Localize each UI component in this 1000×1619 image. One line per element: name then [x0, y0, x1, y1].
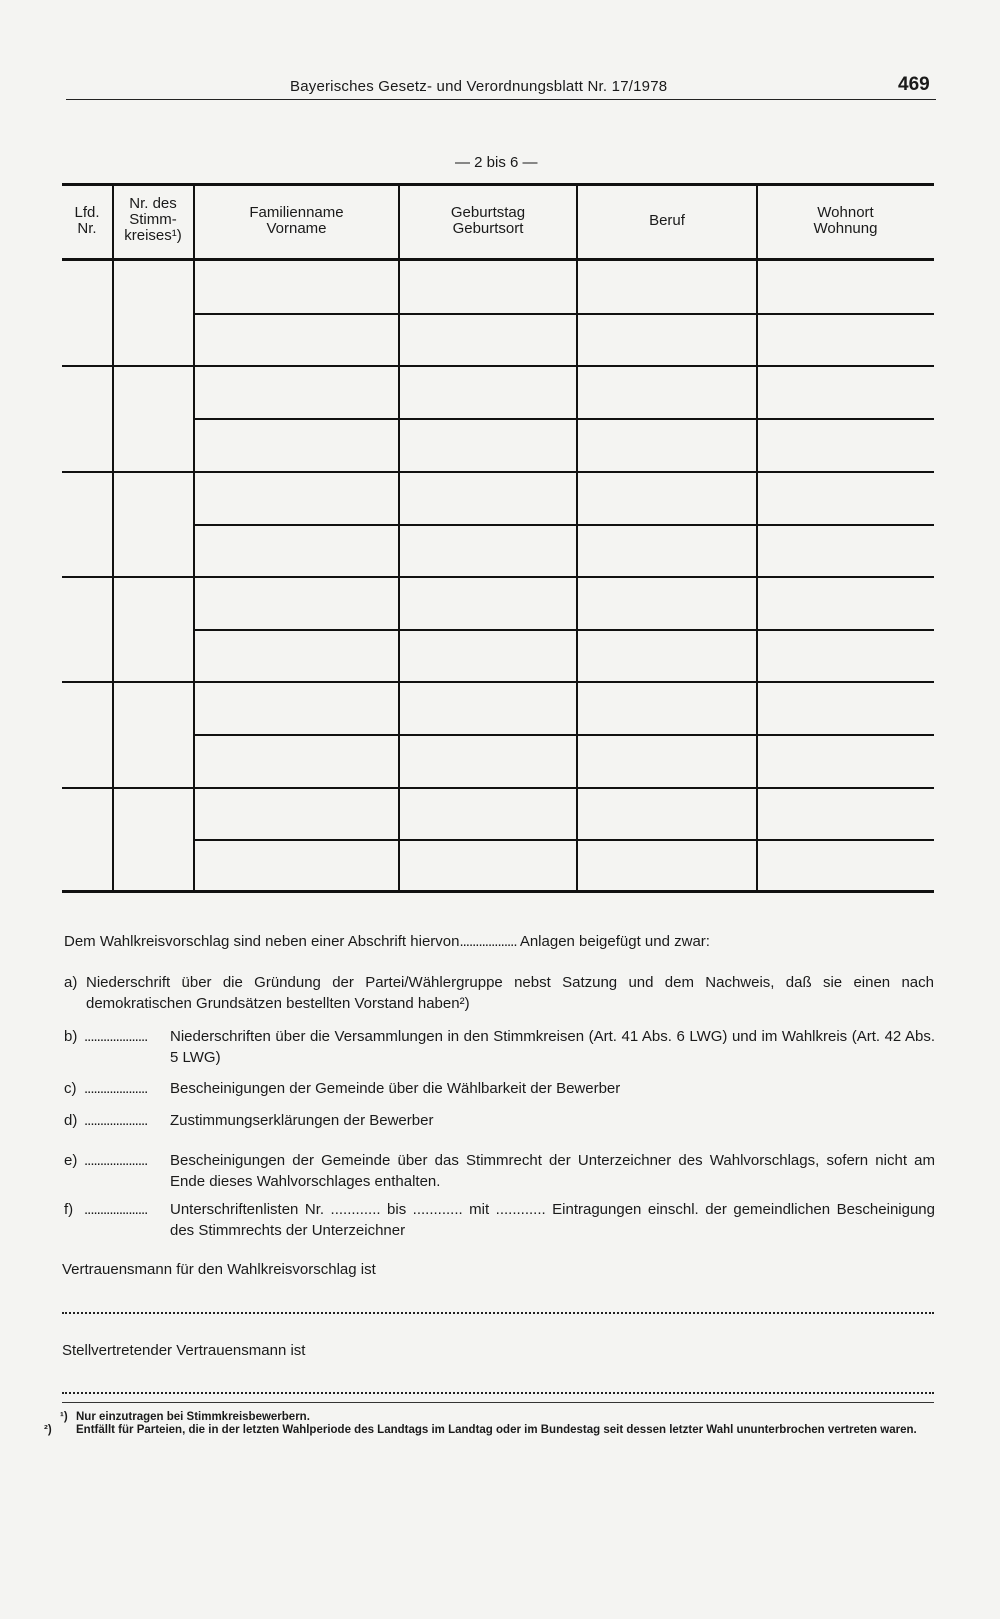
item-text: Unterschriftenlisten Nr. ............ bis ............ mit ............ Eintragungen einschl. der gemeindlichen Bescheinigung des Stimmrechts der Unterzeichner — [170, 1201, 935, 1239]
col-header-stimmkreis — [112, 196, 194, 244]
page-range-subheading: — 2 bis 6 — — [455, 154, 538, 171]
item-text: Bescheinigungen der Gemeinde über das Stimmrecht der Unterzeichner des Wahlvorschlags, sofern nicht am Ende dieses Wahlvorschlages enthalten. — [170, 1152, 935, 1190]
trustee-fill-line — [62, 1312, 934, 1314]
col-header-line: Nr. des — [129, 195, 177, 212]
column-rule — [576, 184, 578, 892]
footnote-mark: ¹) — [60, 1411, 68, 1423]
col-header-line: Wohnort — [817, 204, 874, 221]
footnote-1 — [60, 1411, 940, 1424]
footnote-rule — [62, 1402, 934, 1403]
row-split-rule — [194, 734, 934, 736]
col-header-lfd-nr — [62, 205, 112, 237]
item-count-blank: .................... — [84, 1112, 148, 1129]
col-header-line: Geburtstag — [450, 204, 526, 221]
entry-rule — [62, 681, 934, 683]
col-header-line: Beruf — [649, 212, 685, 229]
trustee-label: Vertrauensmann für den Wahlkreisvorschlag ist — [62, 1261, 376, 1278]
deputy-trustee-label: Stellvertretender Vertrauensmann ist — [62, 1342, 306, 1359]
row-split-rule — [194, 629, 934, 631]
header-rule — [66, 99, 936, 100]
entry-rule — [62, 576, 934, 578]
row-split-rule — [194, 418, 934, 420]
attachments-count-blank: .................. — [459, 933, 517, 950]
item-label: e) — [64, 1152, 78, 1169]
footnote-mark: ²) — [44, 1424, 52, 1436]
entry-rule — [62, 365, 934, 367]
item-label: c) — [64, 1080, 77, 1097]
item-label: f) — [64, 1201, 74, 1218]
column-rule — [112, 184, 114, 892]
col-header-name — [194, 205, 399, 237]
page-number: 469 — [898, 74, 930, 95]
item-text: Niederschrift über die Gründung der Partei/Wählergruppe nebst Satzung und dem Nachweis, daß sie einen nach demokratischen Grundsätzen bestellten Vorstand haben²) — [86, 974, 934, 1012]
col-header-line: Geburtsort — [452, 220, 524, 237]
item-text: Bescheinigungen der Gemeinde über die Wählbarkeit der Bewerber — [170, 1080, 621, 1097]
attachments-intro — [64, 931, 944, 952]
col-header-line: Nr. — [77, 220, 97, 237]
table-bottom-rule — [62, 890, 934, 893]
attachments-intro-text-end: Anlagen beigefügt und zwar: — [519, 933, 710, 950]
entry-rule — [62, 471, 934, 473]
col-header-line: Vorname — [266, 220, 327, 237]
col-header-line: Lfd. — [74, 204, 100, 221]
footnote-2 — [44, 1424, 940, 1437]
item-count-blank: .................... — [84, 1152, 148, 1169]
row-split-rule — [194, 839, 934, 841]
col-header-line: Familienname — [249, 204, 344, 221]
column-rule — [193, 184, 195, 892]
footnote-text: Entfällt für Parteien, die in der letzten Wahlperiode des Landtags im Landtag oder im Bundestag seit dessen letzter Wahl ununterbrochen vertreten waren. — [76, 1424, 917, 1436]
running-title: Bayerisches Gesetz- und Verordnungsblatt Nr. 17/1978 — [290, 78, 668, 95]
attachments-intro-text: Dem Wahlkreisvorschlag sind neben einer Abschrift hiervon — [64, 933, 460, 950]
col-header-line: kreises¹) — [124, 227, 182, 244]
col-header-line: Wohnung — [813, 220, 878, 237]
entry-rule — [62, 787, 934, 789]
item-label: d) — [64, 1112, 78, 1129]
deputy-trustee-fill-line — [62, 1392, 934, 1394]
item-count-blank: .................... — [84, 1080, 148, 1097]
item-count-blank: .................... — [84, 1028, 148, 1045]
item-count-blank: .................... — [84, 1201, 148, 1218]
footnote-text: Nur einzutragen bei Stimmkreisbewerbern. — [76, 1411, 310, 1423]
row-split-rule — [194, 524, 934, 526]
row-split-rule — [194, 313, 934, 315]
col-header-line: Stimm- — [129, 211, 177, 228]
item-label: b) — [64, 1028, 78, 1045]
column-rule — [398, 184, 400, 892]
item-text: Zustimmungserklärungen der Bewerber — [170, 1112, 434, 1129]
col-header-residence — [757, 205, 934, 237]
item-label: a) — [64, 974, 78, 991]
col-header-birth — [399, 205, 577, 237]
col-header-occupation — [577, 213, 757, 229]
column-rule — [756, 184, 758, 892]
item-text: Niederschriften über die Versammlungen in den Stimmkreisen (Art. 41 Abs. 6 LWG) und im Wahlkreis (Art. 42 Abs. 5 LWG) — [170, 1028, 935, 1066]
